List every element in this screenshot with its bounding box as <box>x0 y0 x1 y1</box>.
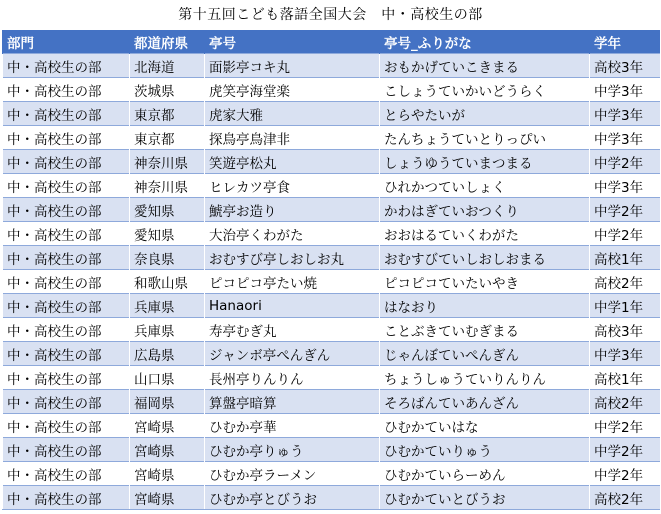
cell-grade: 高校2年 <box>590 390 660 414</box>
cell-stage-name-reading: かわはぎていおつくり <box>380 198 590 222</box>
cell-prefecture: 宮崎県 <box>130 486 205 510</box>
cell-prefecture: 神奈川県 <box>130 150 205 174</box>
header-stage-name: 亭号 <box>205 30 380 54</box>
cell-division: 中・高校生の部 <box>3 246 130 270</box>
cell-stage-name: ピコピコ亭たい焼 <box>205 270 380 294</box>
cell-stage-name: 虎家大雅 <box>205 102 380 126</box>
cell-division: 中・高校生の部 <box>3 150 130 174</box>
cell-grade: 高校2年 <box>590 270 660 294</box>
cell-grade: 中学3年 <box>590 174 660 198</box>
table-row <box>3 198 660 222</box>
cell-grade: 中学2年 <box>590 438 660 462</box>
table-row <box>3 222 660 246</box>
cell-prefecture: 東京都 <box>130 126 205 150</box>
cell-stage-name-reading: たんちょうていとりっぴい <box>380 126 590 150</box>
cell-grade: 中学2年 <box>590 222 660 246</box>
cell-stage-name: 探鳥亭鳥津非 <box>205 126 380 150</box>
table-row <box>3 486 660 510</box>
header-prefecture: 都道府県 <box>130 30 205 54</box>
table-row <box>3 462 660 486</box>
cell-prefecture: 福岡県 <box>130 390 205 414</box>
cell-stage-name-reading: おもかげていこきまる <box>380 54 590 78</box>
cell-division: 中・高校生の部 <box>3 366 130 390</box>
cell-stage-name-reading: じゃんぼていぺんぎん <box>380 342 590 366</box>
cell-stage-name-reading: こしょうていかいどうらく <box>380 78 590 102</box>
cell-prefecture: 山口県 <box>130 366 205 390</box>
table-row <box>3 390 660 414</box>
cell-division: 中・高校生の部 <box>3 54 130 78</box>
cell-grade: 高校1年 <box>590 246 660 270</box>
table-body <box>3 54 660 510</box>
cell-division: 中・高校生の部 <box>3 222 130 246</box>
cell-division: 中・高校生の部 <box>3 174 130 198</box>
cell-grade: 高校3年 <box>590 54 660 78</box>
cell-prefecture: 兵庫県 <box>130 294 205 318</box>
cell-grade: 中学2年 <box>590 462 660 486</box>
cell-division: 中・高校生の部 <box>3 486 130 510</box>
cell-stage-name-reading: おむすびていしおしおまる <box>380 246 590 270</box>
table-row <box>3 246 660 270</box>
cell-prefecture: 神奈川県 <box>130 174 205 198</box>
cell-stage-name-reading: はなおり <box>380 294 590 318</box>
cell-division: 中・高校生の部 <box>3 198 130 222</box>
cell-stage-name: 笑遊亭松丸 <box>205 150 380 174</box>
cell-stage-name-reading: ひむかていとびうお <box>380 486 590 510</box>
cell-stage-name-reading: ひれかつていしょく <box>380 174 590 198</box>
table-row <box>3 270 660 294</box>
table-row <box>3 78 660 102</box>
cell-stage-name: 寿亭むぎ丸 <box>205 318 380 342</box>
cell-stage-name-reading: ことぶきていむぎまる <box>380 318 590 342</box>
cell-division: 中・高校生の部 <box>3 78 130 102</box>
cell-prefecture: 宮崎県 <box>130 462 205 486</box>
cell-stage-name-reading: そろばんていあんざん <box>380 390 590 414</box>
cell-prefecture: 東京都 <box>130 102 205 126</box>
header-division: 部門 <box>3 30 130 54</box>
cell-grade: 中学2年 <box>590 150 660 174</box>
cell-prefecture: 広島県 <box>130 342 205 366</box>
cell-stage-name: Hanaori <box>205 294 380 318</box>
cell-division: 中・高校生の部 <box>3 414 130 438</box>
header-grade: 学年 <box>590 30 660 54</box>
cell-division: 中・高校生の部 <box>3 126 130 150</box>
cell-stage-name: ひむか亭ラーメン <box>205 462 380 486</box>
cell-grade: 中学1年 <box>590 294 660 318</box>
cell-stage-name: おむすび亭しおしお丸 <box>205 246 380 270</box>
cell-stage-name: ひむか亭とびうお <box>205 486 380 510</box>
cell-stage-name-reading: とらやたいが <box>380 102 590 126</box>
page-title: 第十五回こども落語全国大会 中・高校生の部 <box>178 7 483 23</box>
cell-stage-name: 鯱亭お造り <box>205 198 380 222</box>
cell-stage-name-reading: ちょうしゅうていりんりん <box>380 366 590 390</box>
cell-stage-name-reading: おおはるていくわがた <box>380 222 590 246</box>
table-row <box>3 438 660 462</box>
participants-table <box>2 30 660 510</box>
cell-division: 中・高校生の部 <box>3 438 130 462</box>
cell-grade: 中学3年 <box>590 342 660 366</box>
cell-stage-name-reading: ひむかていはな <box>380 414 590 438</box>
cell-stage-name: 算盤亭暗算 <box>205 390 380 414</box>
cell-grade: 高校3年 <box>590 318 660 342</box>
cell-stage-name-reading: ひむかていらーめん <box>380 462 590 486</box>
cell-division: 中・高校生の部 <box>3 462 130 486</box>
cell-stage-name: ひむか亭華 <box>205 414 380 438</box>
cell-stage-name: 面影亭コキ丸 <box>205 54 380 78</box>
table-row <box>3 126 660 150</box>
cell-division: 中・高校生の部 <box>3 102 130 126</box>
cell-grade: 中学2年 <box>590 198 660 222</box>
cell-prefecture: 茨城県 <box>130 78 205 102</box>
cell-grade: 高校1年 <box>590 366 660 390</box>
table-row <box>3 414 660 438</box>
table-header <box>3 30 660 54</box>
cell-grade: 中学3年 <box>590 78 660 102</box>
cell-prefecture: 北海道 <box>130 54 205 78</box>
cell-prefecture: 和歌山県 <box>130 270 205 294</box>
header-stage-name-reading: 亭号_ふりがな <box>380 30 590 54</box>
cell-grade: 中学3年 <box>590 102 660 126</box>
cell-prefecture: 愛知県 <box>130 198 205 222</box>
table-row <box>3 294 660 318</box>
header-row <box>3 30 660 54</box>
cell-stage-name: 大治亭くわがた <box>205 222 380 246</box>
cell-grade: 中学3年 <box>590 126 660 150</box>
cell-stage-name-reading: しょうゆうていまつまる <box>380 150 590 174</box>
cell-prefecture: 宮崎県 <box>130 414 205 438</box>
cell-grade: 高校2年 <box>590 486 660 510</box>
cell-stage-name: 長州亭りんりん <box>205 366 380 390</box>
table-row <box>3 150 660 174</box>
cell-stage-name: ひむか亭りゅう <box>205 438 380 462</box>
cell-stage-name-reading: ひむかていりゅう <box>380 438 590 462</box>
cell-grade: 中学2年 <box>590 414 660 438</box>
cell-division: 中・高校生の部 <box>3 270 130 294</box>
table-row <box>3 102 660 126</box>
table-row <box>3 318 660 342</box>
cell-division: 中・高校生の部 <box>3 342 130 366</box>
cell-stage-name: ジャンボ亭ぺんぎん <box>205 342 380 366</box>
table-row <box>3 366 660 390</box>
cell-division: 中・高校生の部 <box>3 390 130 414</box>
cell-stage-name-reading: ピコピコていたいやき <box>380 270 590 294</box>
cell-prefecture: 愛知県 <box>130 222 205 246</box>
cell-prefecture: 宮崎県 <box>130 438 205 462</box>
cell-stage-name: ヒレカツ亭食 <box>205 174 380 198</box>
cell-division: 中・高校生の部 <box>3 294 130 318</box>
cell-prefecture: 兵庫県 <box>130 318 205 342</box>
cell-prefecture: 奈良県 <box>130 246 205 270</box>
cell-division: 中・高校生の部 <box>3 318 130 342</box>
table-row <box>3 342 660 366</box>
table-row <box>3 54 660 78</box>
table-row <box>3 174 660 198</box>
cell-stage-name: 虎笑亭海堂楽 <box>205 78 380 102</box>
